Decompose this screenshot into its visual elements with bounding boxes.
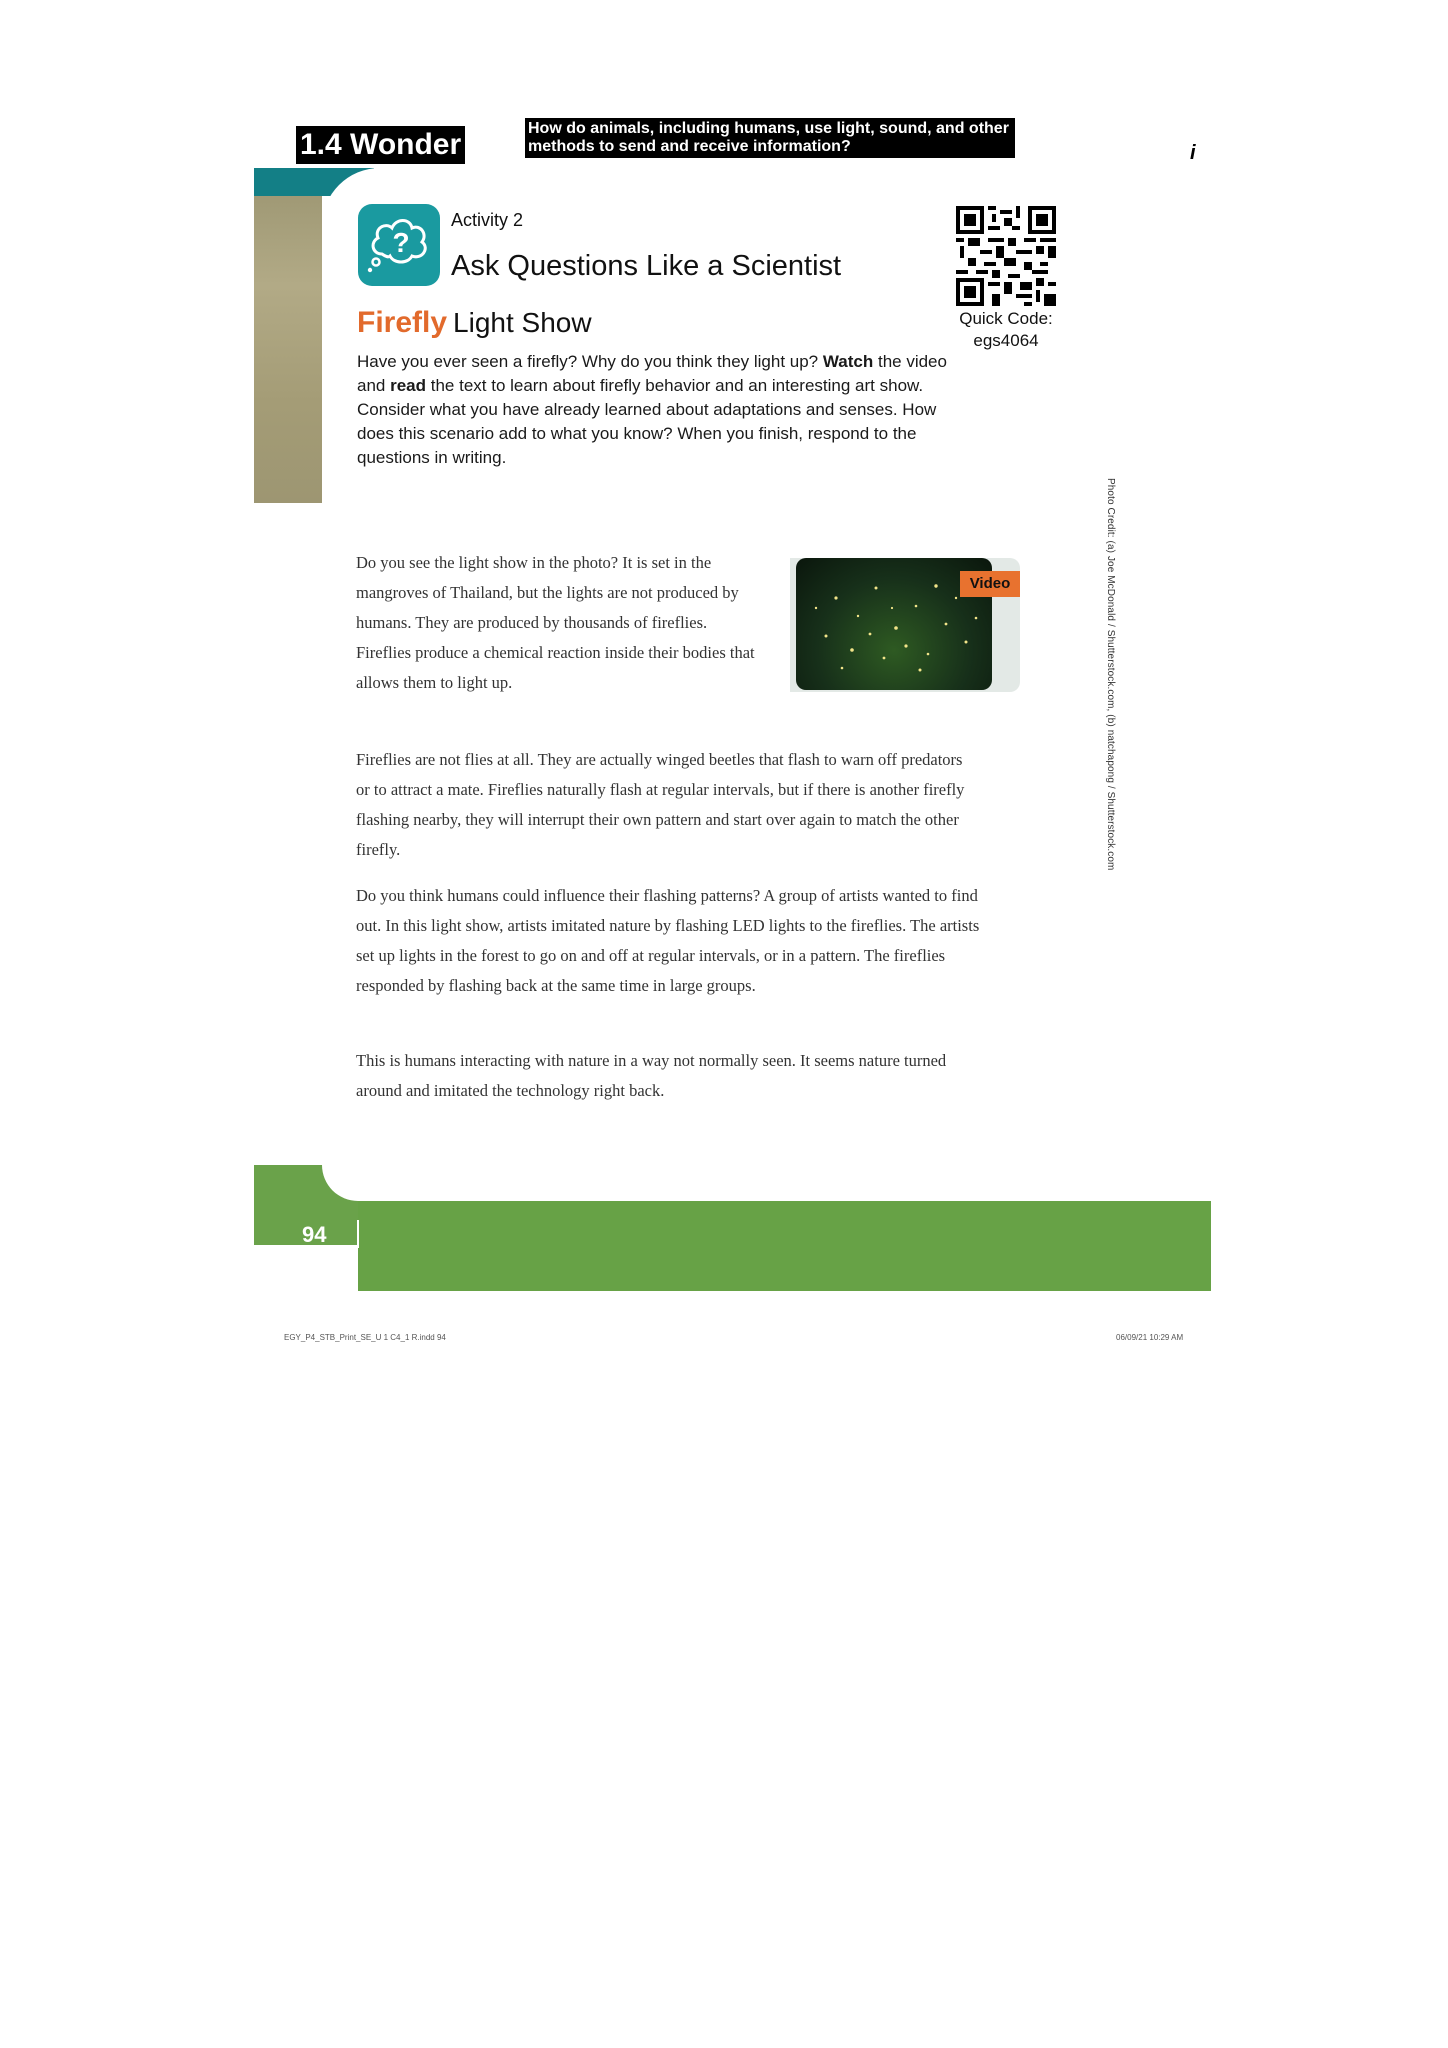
section-heading-text: Light Show	[453, 307, 592, 338]
print-timestamp: 06/09/21 10:29 AM	[1116, 1333, 1184, 1342]
activity-title: Ask Questions Like a Scientist	[451, 250, 842, 282]
page-number: 94	[302, 1222, 327, 1247]
video-badge[interactable]: Video	[960, 571, 1020, 597]
quick-code-label: Quick Code:	[959, 309, 1053, 328]
wonder-question: How do animals, including humans, use light, sound, and other methods to send and receive information?	[525, 118, 1015, 158]
body-paragraph-1: Do you see the light show in the photo? It is set in the mangroves of Thailand, but the lights are not produced by humans. They are produced by thousands of fireflies. Fireflies produce a chemical reaction inside their bodies that allows them to light up.	[356, 553, 755, 692]
side-photo	[254, 168, 322, 503]
body-paragraph-4: This is humans interacting with nature in a way not normally seen. It seems nature turned around and imitated the technology right back.	[356, 1051, 947, 1100]
section-heading-accent: Firefly	[357, 306, 448, 339]
svg-text:?: ?	[392, 227, 410, 258]
footer-divider	[357, 1220, 359, 1248]
activity-number: Activity 2	[451, 210, 524, 230]
body-paragraph-2: Fireflies are not flies at all. They are actually winged beetles that flash to warn off predators or to attract a mate. Fireflies naturally flash at regular intervals, but if there is another firefly flashing nearby, they will interrupt their own pattern and start over again to match the other firefly.	[356, 750, 965, 859]
print-slug: EGY_P4_STB_Print_SE_U 1 C4_1 R.indd 94	[284, 1333, 446, 1342]
lesson-label: 1.4 Wonder	[296, 126, 465, 164]
section-heading	[357, 306, 592, 340]
question-bubble-icon	[358, 204, 440, 286]
corner-mark: i	[1190, 142, 1196, 164]
quick-code	[940, 308, 1072, 352]
body-paragraph-3: Do you think humans could influence their flashing patterns? A group of artists wanted to find out. In this light show, artists imitated nature by flashing LED lights to the fireflies. The artists set up lights in the forest to go on and off at regular intervals, or in a pattern. The fireflies responded by flashing back at the same time in large groups.	[356, 886, 980, 995]
footer-band	[358, 1201, 1211, 1291]
watch-emphasis: Watch	[822, 352, 874, 371]
photo-credit: Photo Credit: (a) Joe McDonald / Shutterstock.com, (b) natchapong / Shutterstock.com	[1105, 478, 1116, 871]
quick-code-value: egs4064	[973, 331, 1039, 350]
read-emphasis: read	[390, 376, 427, 395]
intro-paragraph: Have you ever seen a firefly? Why do you think they light up? Watch the video and read the text to learn about firefly behavior and an interesting art show. Consider what you have already learned about adaptations and senses. How does this scenario add to what you know? When you finish, respond to the questions in writing.	[357, 352, 947, 467]
qr-code-icon[interactable]	[956, 206, 1056, 306]
